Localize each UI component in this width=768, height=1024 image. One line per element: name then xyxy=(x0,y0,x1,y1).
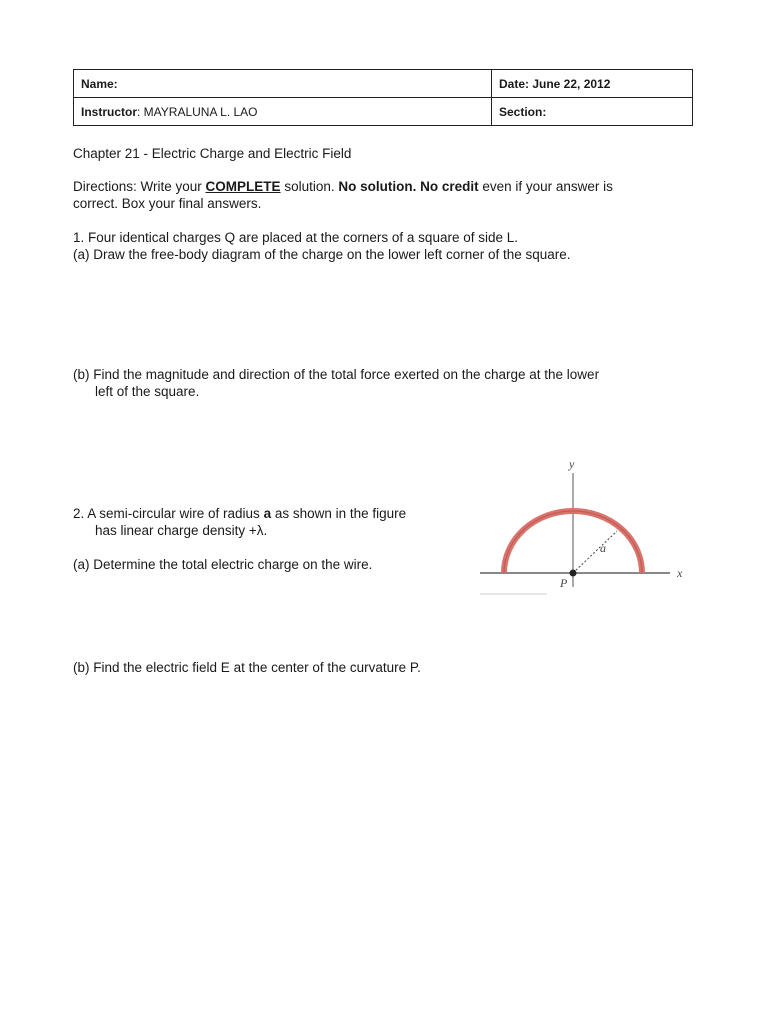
header-table xyxy=(73,69,693,126)
q2-radius-symbol: a xyxy=(263,506,272,521)
q2-stem-line-1 xyxy=(73,505,406,522)
date-field: Date: June 22, 2012 xyxy=(492,70,693,98)
semicircle-wire-figure xyxy=(475,455,705,603)
y-axis-label: y xyxy=(569,457,575,471)
header-row-2 xyxy=(74,98,693,126)
q2-part-b: (b) Find the electric field E at the center of the curvature P. xyxy=(73,660,421,675)
directions-line-2: correct. Box your final answers. xyxy=(73,196,262,211)
q2-stem-prefix: 2. A semi-circular wire of radius xyxy=(73,506,264,521)
header-row-1 xyxy=(74,70,693,98)
directions-line-1 xyxy=(73,178,613,195)
directions-suffix: even if your answer is xyxy=(478,179,613,194)
q1-part-a: (a) Draw the free-body diagram of the charge on the lower left corner of the square. xyxy=(73,247,571,262)
center-point-p xyxy=(570,570,577,577)
x-axis-label: x xyxy=(677,566,683,580)
q1-part-b-line-1: (b) Find the magnitude and direction of the total force exerted on the charge at the lower xyxy=(73,367,600,382)
name-field: Name: xyxy=(74,70,492,98)
radius-label: a xyxy=(600,541,606,555)
q1-part-b-line-2: left of the square. xyxy=(95,384,200,399)
instructor-value: : MAYRALUNA L. LAO xyxy=(137,104,258,119)
q2-part-a: (a) Determine the total electric charge on the wire. xyxy=(73,557,373,572)
point-p-label: P xyxy=(560,576,568,590)
directions-no-credit: No solution. No credit xyxy=(338,179,479,194)
q2-stem-line-2: has linear charge density +λ. xyxy=(95,523,268,538)
q1-stem: 1. Four identical charges Q are placed at the corners of a square of side L. xyxy=(73,230,518,245)
directions-mid: solution. xyxy=(280,179,339,194)
directions-complete: COMPLETE xyxy=(205,179,281,194)
chapter-title: Chapter 21 - Electric Charge and Electric Field xyxy=(73,146,352,161)
instructor-label: Instructor xyxy=(81,104,138,119)
radius-line xyxy=(573,531,617,573)
section-field: Section: xyxy=(492,98,693,126)
directions-prefix: Directions: Write your xyxy=(73,179,206,194)
q2-stem-suffix: as shown in the figure xyxy=(271,506,407,521)
instructor-field xyxy=(74,98,492,126)
